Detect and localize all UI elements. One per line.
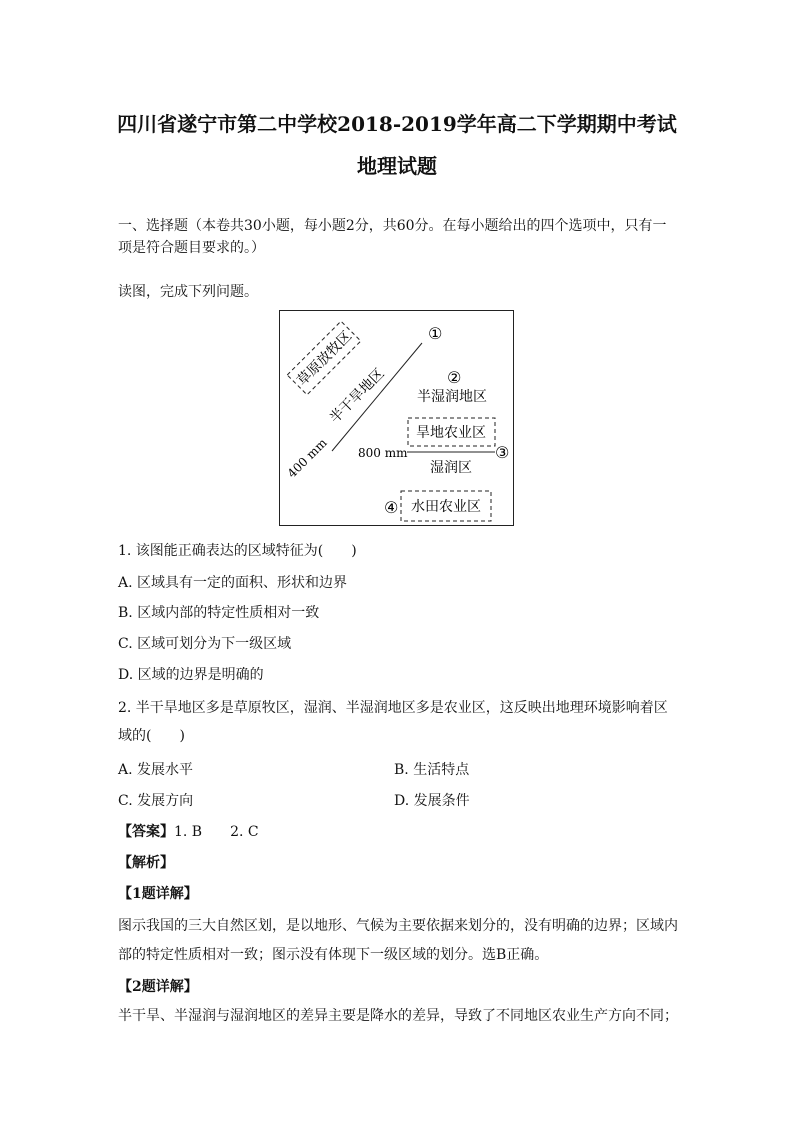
section-heading: 一、选择题（本卷共30小题，每小题2分，共60分。在每小题给出的四个选项中，只有一项是符合题目要求的。）: [118, 218, 667, 256]
answer-line: [118, 821, 259, 841]
question-2-option-d: D. 发展条件: [394, 793, 470, 809]
q2-analysis-text: 半干旱、半湿润与湿润地区的差异主要是降水的差异，导致了不同地区农业生产方向不同；: [118, 1008, 678, 1024]
isohyet-400-label: 400 mm: [284, 435, 330, 481]
instruction-text: 读图，完成下列问题。: [118, 284, 258, 300]
question-1-stem: 1. 该图能正确表达的区域特征为( ): [118, 543, 357, 559]
question-1-option-b: B. 区域内部的特定性质相对一致: [118, 605, 320, 621]
analysis-label: 【解析】: [118, 855, 174, 871]
question-1-option-d: D. 区域的边界是明确的: [118, 667, 264, 683]
q1-analysis-label: 【1题详解】: [118, 886, 198, 902]
question-2-option-c: C. 发展方向: [118, 793, 194, 809]
marker-3: ③: [495, 443, 510, 462]
marker-2: ②: [447, 368, 462, 387]
dryfarm-label: 旱地农业区: [416, 425, 486, 441]
grassland-label: 草原放牧区: [294, 328, 356, 390]
q2-analysis-label: 【2题详解】: [118, 979, 198, 995]
semihumid-label: 半湿润地区: [417, 389, 487, 405]
question-1-option-a: A. 区域具有一定的面积、形状和边界: [118, 575, 348, 591]
marker-1: ①: [428, 324, 443, 343]
marker-4: ④: [384, 498, 399, 517]
humid-label: 湿润区: [430, 460, 472, 476]
question-2-option-b: B. 生活特点: [394, 762, 470, 778]
question-2-option-a: A. 发展水平: [118, 762, 194, 778]
answer-label: 【答案】: [118, 824, 174, 840]
answer-value: 1. B 2. C: [174, 824, 259, 840]
paddy-label: 水田农业区: [411, 499, 481, 515]
page-subtitle: 地理试题: [357, 154, 437, 178]
q1-analysis-text: 图示我国的三大自然区划，是以地形、气候为主要依据来划分的，没有明确的边界；区域内部的特定性质相对一致；图示没有体现下一级区域的划分。选B正确。: [118, 918, 678, 963]
question-1-option-c: C. 区域可划分为下一级区域: [118, 636, 292, 652]
grassland-box: [287, 321, 361, 395]
region-diagram-svg: [280, 311, 515, 527]
isohyet-800-label: 800 mm: [358, 446, 408, 460]
semiarid-label: 半干旱地区: [326, 365, 388, 427]
question-2-stem: 2. 半干旱地区多是草原牧区，湿润、半湿润地区多是农业区，这反映出地理环境影响着区域的( ): [118, 700, 668, 744]
region-diagram: [279, 310, 514, 526]
page-title: 四川省遂宁市第二中学校2018-2019学年高二下学期期中考试: [117, 112, 677, 136]
